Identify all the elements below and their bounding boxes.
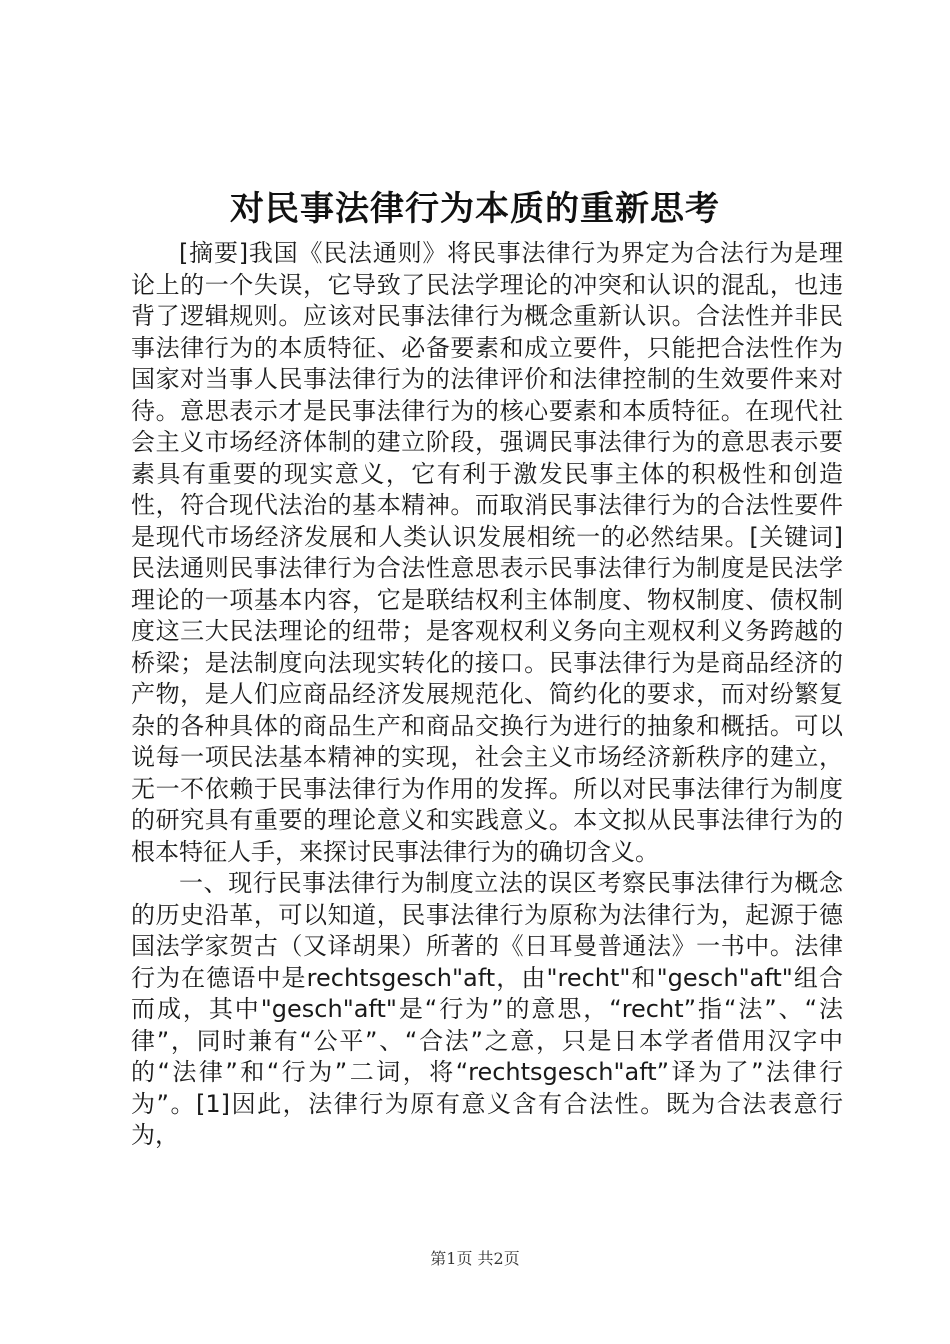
paragraph-section-one: 一、现行民事法律行为制度立法的误区考察民事法律行为概念的历史沿革，可以知道，民事法律行为原称为法律行为，起源于德国法学家贺古（又译胡果）所著的《日耳曼普通法》一书中。法律行为在德语中是rechtsgesch"aft，由"recht"和"gesch"aft"组合而成，其中"gesch"aft"是“行为”的意思，“recht”指“法”、“法律”，同时兼有“公平”、“合法”之意，只是日本学者借用汉字中的“法律”和“行为”二词，将“rechtsgesch"aft”译为了”法律行为”。[1]因此，法律行为原有意义含有合法性。既为合法表意行为，	[131, 869, 843, 1149]
document-title: 对民事法律行为本质的重新思考	[230, 189, 720, 229]
page-number-footer: 第1页 共2页	[430, 1249, 520, 1268]
document-body	[131, 238, 843, 1152]
paragraph-abstract: [摘要]我国《民法通则》将民事法律行为界定为合法行为是理论上的一个失误，它导致了民法学理论的冲突和认识的混乱，也违背了逻辑规则。应该对民事法律行为概念重新认识。合法性并非民事法律行为的本质特征、必备要素和成立要件，只能把合法性作为国家对当事人民事法律行为的法律评价和法律控制的生效要件来对待。意思表示才是民事法律行为的核心要素和本质特征。在现代社会主义市场经济体制的建立阶段，强调民事法律行为的意思表示要素具有重要的现实意义，它有利于激发民事主体的积极性和创造性，符合现代法治的基本精神。而取消民事法律行为的合法性要件是现代市场经济发展和人类认识发展相统一的必然结果。[关键词]民法通则民事法律行为合法性意思表示民事法律行为制度是民法学理论的一项基本内容，它是联结权利主体制度、物权制度、债权制度这三大民法理论的纽带；是客观权利义务向主观权利义务跨越的桥梁；是法制度向法现实转化的接口。民事法律行为是商品经济的产物，是人们应商品经济发展规范化、简约化的要求，而对纷繁复杂的各种具体的商品生产和商品交换行为进行的抽象和概括。可以说每一项民法基本精神的实现，社会主义市场经济新秩序的建立，无一不依赖于民事法律行为作用的发挥。所以对民事法律行为制度的研究具有重要的理论意义和实践意义。本文拟从民事法律行为的根本特征人手，来探讨民事法律行为的确切含义。	[131, 239, 843, 866]
